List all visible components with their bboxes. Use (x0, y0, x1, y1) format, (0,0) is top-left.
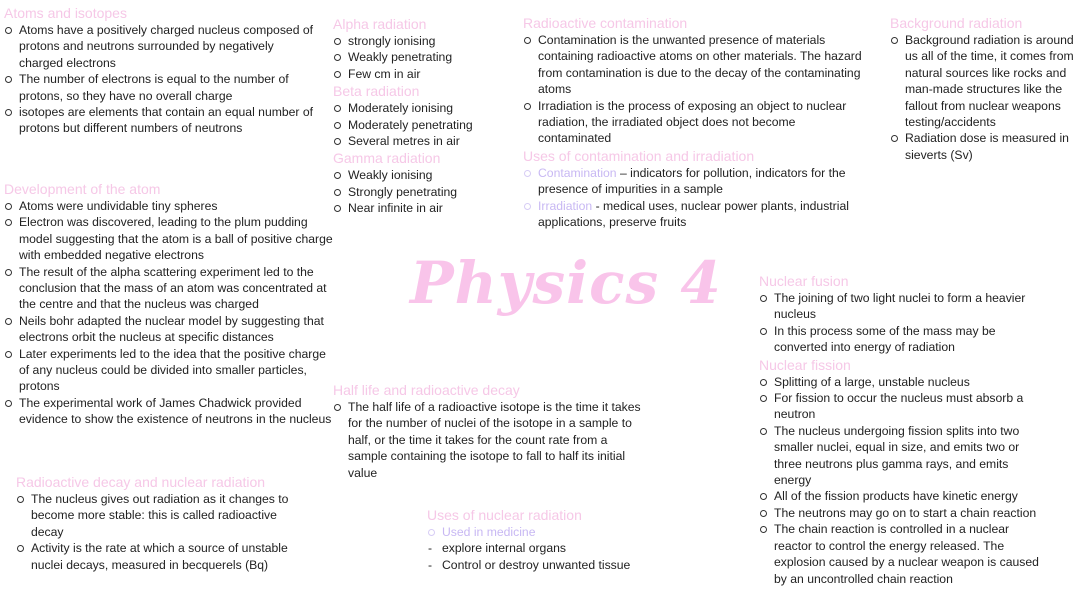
list-item: The nucleus undergoing fission splits into two smaller nuclei, equal in size, and emits two or three neutrons plus gamma rays, and emits energy (759, 423, 1049, 489)
section-uses-nuclear (427, 506, 667, 573)
page-title: Physics 4 (410, 249, 722, 317)
list-item: Later experiments led to the idea that the positive charge of any nucleus could be divided into smaller particles, protons (4, 346, 338, 395)
gamma-list (333, 167, 513, 216)
term-irradiation: Irradiation (538, 198, 593, 213)
section-halflife (333, 381, 643, 481)
fission-list (759, 374, 1049, 587)
fusion-list (759, 290, 1049, 356)
list-item (523, 165, 863, 198)
section-heading-fusion: Nuclear fusion (759, 273, 849, 289)
section-heading-alpha: Alpha radiation (333, 16, 427, 32)
section-heading-gamma: Gamma radiation (333, 150, 441, 167)
alpha-list (333, 33, 513, 82)
list-item: Atoms were undividable tiny spheres (4, 198, 338, 214)
list-item: Strongly penetrating (333, 184, 513, 200)
list-item: The result of the alpha scattering experiment led to the conclusion that the mass of an atom was concentrated at the centre and that the nucleus was charged (4, 264, 338, 313)
beta-list (333, 100, 513, 149)
section-heading-uses-nuclear: Uses of nuclear radiation (427, 507, 582, 523)
list-item: Radiation dose is measured in sieverts (Sv) (890, 130, 1078, 163)
list-item: Moderately ionising (333, 100, 513, 116)
list-item: Weakly penetrating (333, 49, 513, 65)
section-heading-development: Development of the atom (4, 181, 161, 197)
section-heading-beta: Beta radiation (333, 83, 420, 100)
atoms-list (4, 22, 314, 137)
section-heading-contamination: Radioactive contamination (523, 15, 688, 31)
list-item: Atoms have a positively charged nucleus composed of protons and neutrons surrounded by negatively charged electrons (4, 22, 314, 71)
section-contamination (523, 14, 863, 230)
list-item: In this process some of the mass may be converted into energy of radiation (759, 323, 1049, 356)
term-description: - medical uses, nuclear power plants, industrial applications, preserve fruits (538, 198, 849, 230)
section-fusion-fission (759, 272, 1049, 587)
list-item: Activity is the rate at which a source of unstable nuclei decays, measured in becquerels (Bq) (16, 540, 306, 573)
list-item: The experimental work of James Chadwick provided evidence to show the existence of neutrons in the nucleus (4, 395, 338, 428)
list-item: Electron was discovered, leading to the plum pudding model suggesting that the atom is a ball of positive charge with embedded negative electrons (4, 214, 338, 263)
section-heading-halflife: Half life and radioactive decay (333, 382, 520, 398)
list-item: - Control or destroy unwanted tissue (427, 557, 667, 573)
section-heading-decay: Radioactive decay and nuclear radiation (16, 474, 266, 490)
list-item: Irradiation is the process of exposing an object to nuclear radiation, the irradiated object does not become contaminated (523, 98, 863, 147)
term-contamination: Contamination (538, 165, 617, 180)
list-item: Few cm in air (333, 66, 513, 82)
list-item: Moderately penetrating (333, 117, 513, 133)
list-item: The number of electrons is equal to the number of protons, so they have no overall charge (4, 71, 314, 104)
list-item: isotopes are elements that contain an equal number of protons but different numbers of neutrons (4, 104, 314, 137)
list-item: The chain reaction is controlled in a nuclear reactor to control the energy released. The explosion caused by a nuclear weapon is caused by an uncontrolled chain reaction (759, 521, 1049, 587)
section-heading-uses-contamination: Uses of contamination and irradiation (523, 147, 755, 164)
development-list (4, 198, 338, 428)
list-item: The nucleus gives out radiation as it changes to become more stable: this is called radioactive decay (16, 491, 306, 540)
list-item: The neutrons may go on to start a chain reaction (759, 505, 1049, 521)
list-item: strongly ionising (333, 33, 513, 49)
section-heading-background: Background radiation (890, 15, 1023, 31)
list-item: The half life of a radioactive isotope is the time it takes for the number of nuclei of the isotope in a sample to half, or the time it takes for the count rate from a sample containing the isotope to fall to half its initial value (333, 399, 643, 481)
list-item: Several metres in air (333, 133, 513, 149)
section-development (4, 180, 338, 428)
halflife-list (333, 399, 643, 481)
list-item-subheading: Used in medicine (427, 524, 667, 540)
section-decay (16, 473, 306, 573)
list-item: Near infinite in air (333, 200, 513, 216)
list-item: All of the fission products have kinetic energy (759, 488, 1049, 504)
decay-list (16, 491, 306, 573)
contamination-list (523, 32, 863, 147)
list-item: Weakly ionising (333, 167, 513, 183)
list-item: Splitting of a large, unstable nucleus (759, 374, 1049, 390)
background-list (890, 32, 1078, 163)
section-background (890, 14, 1078, 163)
list-item: Neils bohr adapted the nuclear model by suggesting that electrons orbit the nucleus at specific distances (4, 313, 338, 346)
list-item: Background radiation is around us all of the time, it comes from natural sources like rocks and man-made structures like the fallout from nuclear weapons testing/accidents (890, 32, 1078, 130)
section-heading-fission: Nuclear fission (759, 356, 851, 373)
list-item: Contamination is the unwanted presence of materials containing radioactive atoms on other materials. The hazard from contamination is due to the decay of the contaminating atoms (523, 32, 863, 98)
section-atoms (4, 4, 314, 137)
section-heading-atoms: Atoms and isotopes (4, 5, 127, 21)
list-item: For fission to occur the nucleus must absorb a neutron (759, 390, 1049, 423)
section-radiation-types (333, 15, 513, 217)
term-description: – indicators for pollution, indicators for the presence of impurities in a sample (538, 165, 846, 197)
list-item: - explore internal organs (427, 540, 667, 556)
uses-contamination-list (523, 165, 863, 231)
uses-nuclear-list (427, 524, 667, 573)
list-item: The joining of two light nuclei to form a heavier nucleus (759, 290, 1049, 323)
list-item (523, 198, 863, 231)
